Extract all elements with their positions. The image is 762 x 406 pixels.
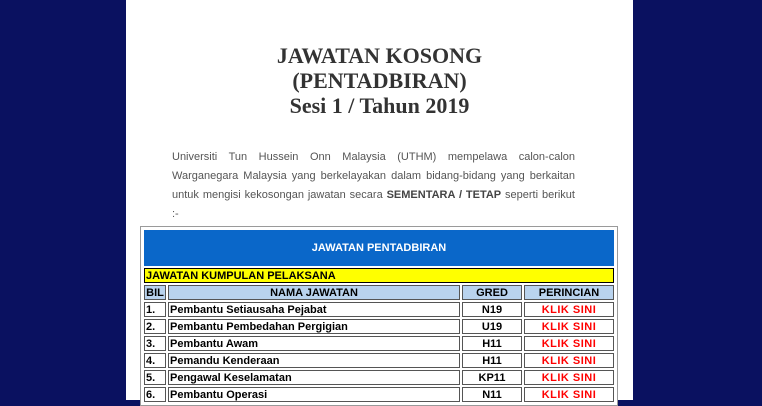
job-title: Pembantu Awam	[168, 336, 460, 351]
column-header-perincian: PERINCIAN	[524, 285, 614, 300]
vacancy-table-container	[140, 226, 618, 406]
details-link[interactable]: KLIK SINI	[524, 336, 614, 351]
title-line-3: Sesi 1 / Tahun 2019	[289, 93, 470, 118]
column-header-row	[144, 285, 614, 300]
row-number: 3.	[144, 336, 166, 351]
page-title	[126, 43, 633, 118]
row-number: 5.	[144, 370, 166, 385]
job-grade: H11	[462, 336, 522, 351]
job-title: Pengawal Keselamatan	[168, 370, 460, 385]
column-header-gred: GRED	[462, 285, 522, 300]
job-grade: N19	[462, 302, 522, 317]
details-link[interactable]: KLIK SINI	[524, 387, 614, 402]
intro-emphasis: SEMENTARA / TETAP	[386, 189, 502, 201]
job-grade: U19	[462, 319, 522, 334]
details-link[interactable]: KLIK SINI	[524, 302, 614, 317]
section-header: JAWATAN PENTADBIRAN	[144, 230, 614, 266]
column-header-bil: BIL	[144, 285, 166, 300]
title-line-1: JAWATAN KOSONG	[276, 43, 483, 68]
row-number: 2.	[144, 319, 166, 334]
job-grade: N11	[462, 387, 522, 402]
row-number: 4.	[144, 353, 166, 368]
row-number: 6.	[144, 387, 166, 402]
details-link[interactable]: KLIK SINI	[524, 319, 614, 334]
intro-text: Universiti Tun Hussein Onn Malaysia (UTHM) mempelawa calon-calon Warganegara Malaysia yang berkelayakan dalam bidang-bidang yang berkaitan untuk mengisi kekosongan jawatan secara	[172, 151, 575, 201]
job-title: Pembantu Pembedahan Pergigian	[168, 319, 460, 334]
details-link[interactable]: KLIK SINI	[524, 370, 614, 385]
content-page	[126, 0, 633, 400]
group-header: JAWATAN KUMPULAN PELAKSANA	[144, 268, 614, 283]
table-row	[144, 370, 614, 385]
job-title: Pemandu Kenderaan	[168, 353, 460, 368]
intro-paragraph	[172, 148, 575, 224]
job-title: Pembantu Setiausaha Pejabat	[168, 302, 460, 317]
title-line-2: (PENTADBIRAN)	[292, 68, 467, 93]
vacancy-table	[142, 228, 616, 404]
job-grade: H11	[462, 353, 522, 368]
table-row	[144, 353, 614, 368]
column-header-nama: NAMA JAWATAN	[168, 285, 460, 300]
intro-text-end: seperti berikut :-	[172, 189, 575, 220]
table-row	[144, 336, 614, 351]
table-row	[144, 302, 614, 317]
details-link[interactable]: KLIK SINI	[524, 353, 614, 368]
job-grade: KP11	[462, 370, 522, 385]
job-title: Pembantu Operasi	[168, 387, 460, 402]
row-number: 1.	[144, 302, 166, 317]
table-row	[144, 319, 614, 334]
